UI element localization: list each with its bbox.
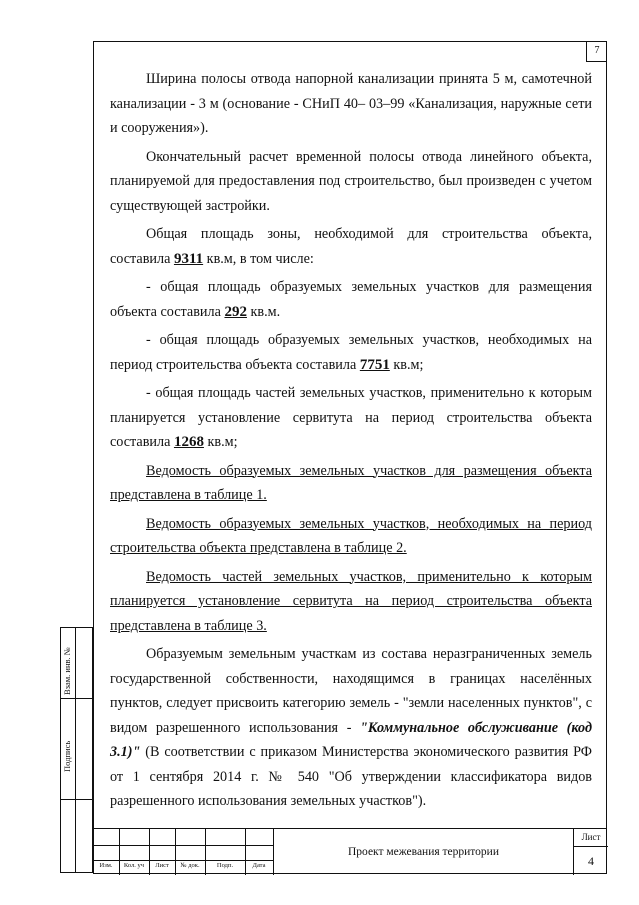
side-cell bbox=[75, 627, 93, 699]
col-count: Кол. уч bbox=[123, 862, 145, 869]
replace-inventory-label: Взам. инв. № bbox=[62, 647, 72, 695]
table-ref-3-text: Ведомость частей земельных участков, применительно к которым планируется установление сервитута на период строительства объекта представлена в таблице 3. bbox=[110, 568, 592, 634]
table-ref-2 bbox=[110, 512, 592, 561]
paragraph-total-area bbox=[110, 222, 592, 271]
list-item-placement-area bbox=[110, 275, 592, 324]
list-item-servitude-area bbox=[110, 381, 592, 455]
page-number-box: 7 bbox=[586, 41, 607, 62]
text-fragment: кв.м, в том числе: bbox=[203, 250, 314, 267]
document-title: Проект межевания территории bbox=[273, 829, 573, 875]
table-ref-2-text: Ведомость образуемых земельных участков, необходимых на период строительства объекта представлена в таблице 2. bbox=[110, 515, 592, 556]
side-cell bbox=[60, 799, 76, 873]
paragraph-land-category bbox=[110, 642, 592, 814]
side-cell bbox=[75, 799, 93, 873]
construction-area-value: 7751 bbox=[359, 356, 390, 373]
table-ref-3 bbox=[110, 565, 592, 639]
col-doc-no: № док. bbox=[180, 862, 200, 869]
table-ref-1 bbox=[110, 459, 592, 508]
col-change: Изм. bbox=[99, 862, 113, 869]
text-fragment: Общая площадь зоны, необходимой для строительства объекта, составила bbox=[110, 226, 592, 267]
col-sheet: Лист bbox=[155, 862, 169, 869]
text-fragment: - общая площадь частей земельных участков, применительно к которым планируется установление сервитута на период строительства объекта составила bbox=[110, 385, 592, 450]
text-fragment: Образуемым земельным участкам из состава неразграниченных земель государственной собственности, находящимся в границах населённых пунктов, следует присвоить категорию земель - "земли населенных пунктов", с видом разрешенного использования - bbox=[110, 646, 592, 736]
col-signature: Подп. bbox=[216, 862, 234, 869]
document-body bbox=[110, 67, 592, 818]
permitted-use-code: "Коммунальное обслуживание (код 3.1)" bbox=[110, 719, 592, 760]
text-fragment: (В соответствии с приказом Министерства экономического развития РФ от 1 сентября 2014 г. № 540 "Об утверждении классификатора видов разрешенного использования земельных участков"). bbox=[110, 744, 592, 809]
text-fragment: кв.м; bbox=[389, 356, 424, 373]
paragraph-final-calc: Окончательный расчет временной полосы отвода линейного объекта, планируемой для предоставления под строительство, был произведен с учетом существующей застройки. bbox=[110, 148, 592, 214]
text-fragment: - общая площадь образуемых земельных участков, необходимых на период строительства объекта составила bbox=[110, 332, 592, 373]
text-fragment: кв.м; bbox=[203, 434, 238, 450]
col-date: Дата bbox=[252, 862, 266, 869]
side-stamp bbox=[60, 627, 93, 873]
list-item-construction-area bbox=[110, 328, 592, 377]
placement-area-value: 292 bbox=[224, 303, 247, 320]
servitude-area-value: 1268 bbox=[173, 434, 204, 450]
grid-line bbox=[93, 860, 273, 861]
signature-label: Подпись bbox=[62, 740, 72, 772]
text-fragment: кв.м. bbox=[246, 303, 281, 320]
grid-line bbox=[93, 845, 273, 846]
total-area-value: 9311 bbox=[173, 250, 204, 267]
paragraph-sewer-width: Ширина полосы отвода напорной канализации принята 5 м, самотечной канализации - 3 м (основание - СНиП 40– 03–99 «Канализация, наружные сети и сооружения»). bbox=[110, 71, 592, 136]
sheet-box bbox=[573, 829, 607, 875]
sheet-label: Лист bbox=[574, 829, 608, 847]
title-block bbox=[93, 828, 607, 874]
table-ref-1-text: Ведомость образуемых земельных участков для размещения объекта представлена в таблице 1. bbox=[110, 462, 592, 503]
text-fragment: - общая площадь образуемых земельных участков для размещения объекта составила bbox=[110, 279, 592, 320]
side-cell bbox=[75, 698, 93, 800]
sheet-number: 4 bbox=[588, 854, 594, 868]
revision-grid bbox=[93, 829, 273, 875]
